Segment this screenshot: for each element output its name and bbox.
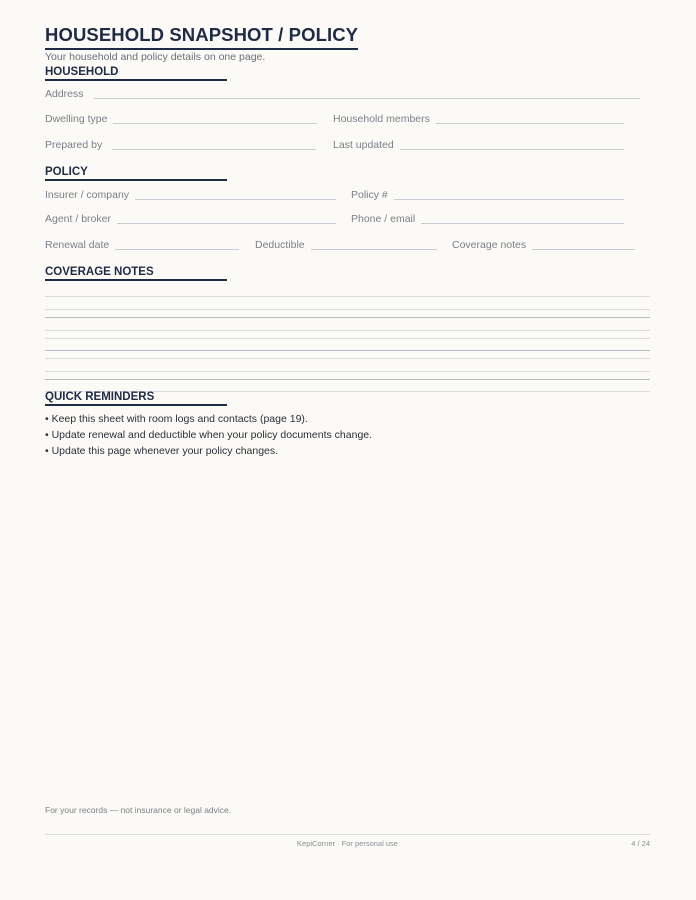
list-item: • Update renewal and deductible when your policy documents change. (45, 428, 373, 441)
prepared-by-field[interactable] (45, 137, 316, 151)
prepared-by-line[interactable] (112, 148, 316, 150)
insurer-line[interactable] (135, 198, 336, 200)
renewal-date-label: Renewal date (45, 239, 110, 251)
note-line[interactable] (45, 330, 650, 331)
prepared-by-label: Prepared by (45, 139, 103, 151)
quick-reminders-heading: QUICK REMINDERS (45, 391, 227, 406)
last-updated-field[interactable] (333, 137, 624, 151)
page-title: HOUSEHOLD SNAPSHOT / POLICY (45, 24, 358, 50)
note-line[interactable] (45, 358, 650, 359)
agent-broker-line[interactable] (117, 222, 336, 224)
note-line[interactable] (45, 296, 650, 297)
renewal-date-field[interactable] (45, 237, 239, 251)
page-number: 4 / 24 (631, 839, 650, 848)
agent-broker-label: Agent / broker (45, 213, 111, 225)
address-label: Address (45, 88, 84, 100)
address-field[interactable] (45, 86, 640, 100)
note-line[interactable] (45, 309, 650, 310)
phone-email-line[interactable] (421, 222, 624, 224)
note-line[interactable] (45, 338, 650, 339)
note-line[interactable] (45, 371, 650, 372)
deductible-line[interactable] (311, 248, 437, 250)
household-members-line[interactable] (436, 122, 624, 124)
insurer-field[interactable] (45, 187, 336, 201)
deductible-label: Deductible (255, 239, 305, 251)
coverage-notes-label: Coverage notes (452, 239, 527, 251)
document-page (45, 0, 650, 900)
insurer-label: Insurer / company (45, 189, 130, 201)
household-members-label: Household members (333, 113, 430, 125)
phone-email-label: Phone / email (351, 213, 416, 225)
agent-broker-field[interactable] (45, 211, 336, 225)
note-line[interactable] (45, 317, 650, 318)
footer-brand: KepiCorner · For personal use (297, 839, 398, 848)
policy-number-line[interactable] (394, 198, 624, 200)
address-line[interactable] (94, 97, 640, 99)
policy-number-field[interactable] (351, 187, 624, 201)
list-item: • Keep this sheet with room logs and contacts (page 19). (45, 413, 308, 425)
household-heading: HOUSEHOLD (45, 66, 227, 81)
household-members-field[interactable] (333, 111, 624, 125)
disclaimer-text: For your records — not insurance or legal advice. (45, 805, 232, 815)
last-updated-label: Last updated (333, 139, 394, 151)
deductible-field[interactable] (255, 237, 437, 251)
reminders-list (45, 412, 372, 459)
list-item: • Update this page whenever your policy changes. (45, 444, 279, 457)
last-updated-line[interactable] (400, 148, 624, 150)
note-line[interactable] (45, 379, 650, 380)
coverage-notes-heading: COVERAGE NOTES (45, 266, 227, 281)
note-line[interactable] (45, 350, 650, 351)
phone-email-field[interactable] (351, 211, 624, 225)
coverage-notes-field[interactable] (452, 237, 635, 251)
page-subtitle: Your household and policy details on one page. (45, 51, 266, 63)
footer-divider (45, 834, 650, 835)
dwelling-type-field[interactable] (45, 111, 317, 125)
dwelling-type-label: Dwelling type (45, 113, 108, 125)
coverage-notes-line[interactable] (532, 248, 635, 250)
dwelling-type-line[interactable] (113, 122, 317, 124)
policy-number-label: Policy # (351, 189, 388, 201)
renewal-date-line[interactable] (115, 248, 239, 250)
policy-heading: POLICY (45, 166, 227, 181)
